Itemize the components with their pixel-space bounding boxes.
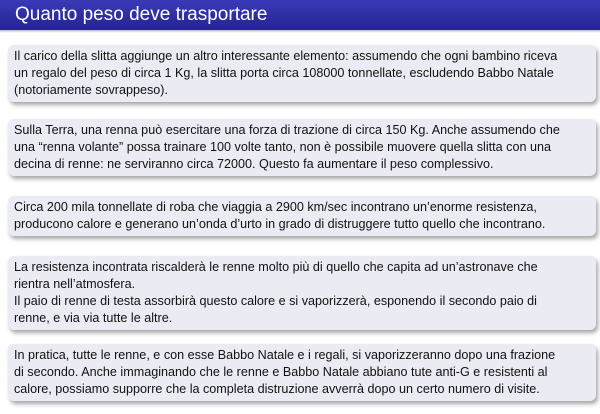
text-line: La resistenza incontrata riscalderà le renne molto più di quello che capita ad un’astronave che bbox=[14, 260, 538, 274]
text-line: Il carico della slitta aggiunge un altro interessante elemento: assumendo che ogni bambino riceva bbox=[14, 49, 558, 63]
text-line: calore, possiamo supporre che la completa distruzione avverrà dopo un certo numero di visite. bbox=[14, 382, 540, 396]
text-line: rientra nell’atmosfera. bbox=[14, 277, 136, 291]
text-line: di secondo. Anche immaginando che le renne e Babbo Natale abbiano tute anti-G e resistenti al bbox=[14, 365, 548, 379]
text-line: una “renna volante” possa trainare 100 volte tanto, non è possibile muovere quella slitta con una bbox=[14, 140, 551, 154]
text-line: Il paio di renne di testa assorbirà questo calore e si vaporizzerà, esponendo il secondo paio di bbox=[14, 294, 537, 308]
text-block-4 bbox=[8, 256, 596, 330]
text-line: decina di renne: ne serviranno circa 72000. Questo fa aumentare il peso complessivo. bbox=[14, 157, 494, 171]
text-line: (notoriamente sovrappeso). bbox=[14, 83, 169, 97]
text-block-5 bbox=[8, 344, 596, 401]
slide-title: Quanto peso deve trasportare bbox=[0, 0, 600, 30]
text-line: un regalo del peso di circa 1 Kg, la slitta porta circa 108000 tonnellate, escludendo Babbo Natale bbox=[14, 66, 554, 80]
text-line: Circa 200 mila tonnellate di roba che viaggia a 2900 km/sec incontrano un’enorme resistenza, bbox=[14, 200, 537, 214]
text-block-3 bbox=[8, 196, 596, 236]
text-line: producono calore e generano un’onda d’urto in grado di distruggere tutto quello che incontrano. bbox=[14, 217, 546, 231]
text-line: Sulla Terra, una renna può esercitare una forza di trazione di circa 150 Kg. Anche assumendo che bbox=[14, 123, 560, 137]
text-line: renne, e via via tutte le altre. bbox=[14, 311, 173, 325]
text-line: In pratica, tutte le renne, e con esse Babbo Natale e i regali, si vaporizzeranno dopo una frazione bbox=[14, 348, 556, 362]
text-block-2 bbox=[8, 119, 596, 176]
text-block-1 bbox=[8, 45, 596, 102]
